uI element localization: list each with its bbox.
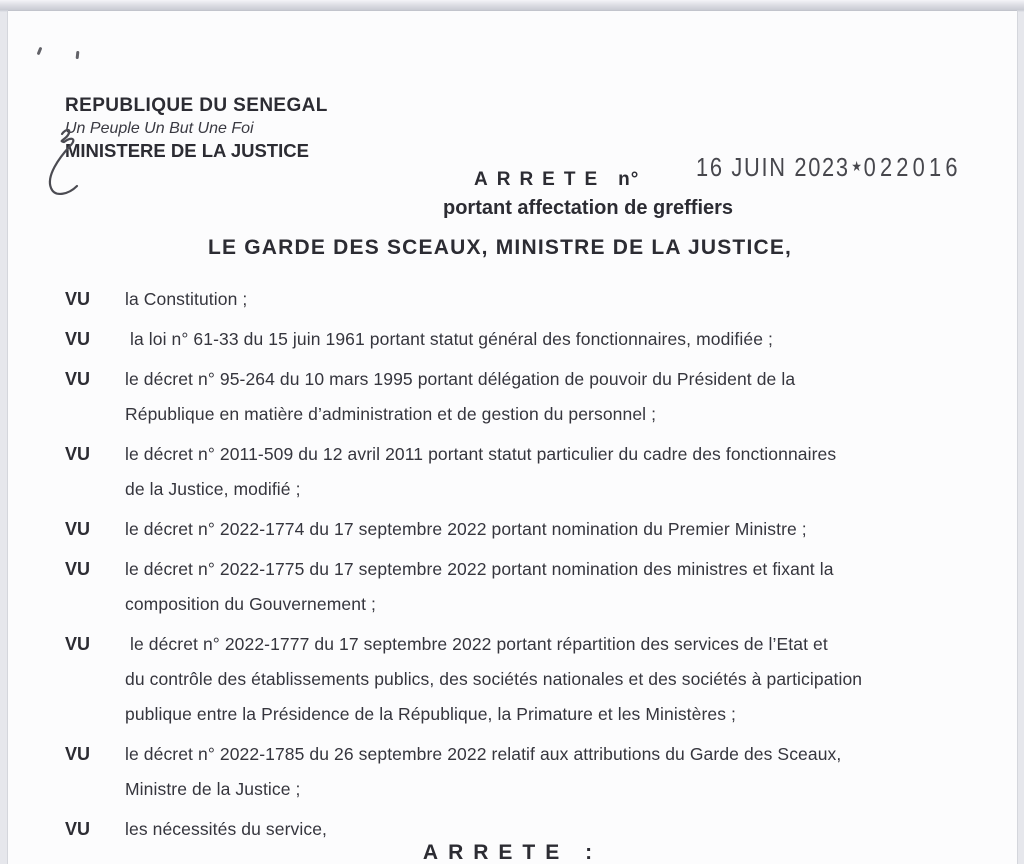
stamp-number: 022016 bbox=[863, 152, 962, 182]
vu-entry bbox=[65, 282, 951, 317]
vu-entry bbox=[65, 627, 951, 732]
vu-entry bbox=[65, 552, 951, 622]
stamp-star-icon: ★ bbox=[851, 158, 862, 174]
vu-text-line: République en matière d’administration et de gestion du personnel ; bbox=[125, 404, 657, 424]
vu-list bbox=[65, 282, 951, 852]
vu-text-line: publique entre la Présidence de la République, la Primature et les Ministères ; bbox=[125, 704, 737, 724]
vu-text-line: le décret n° 2011-509 du 12 avril 2011 portant statut particulier du cadre des fonctionnaires bbox=[125, 444, 837, 464]
vu-text-line: le décret n° 2022-1774 du 17 septembre 2022 portant nomination du Premier Ministre ; bbox=[125, 519, 807, 539]
vu-text-line: du contrôle des établissements publics, des sociétés nationales et des sociétés à participation bbox=[125, 669, 863, 689]
vu-label: VU bbox=[65, 369, 91, 389]
handwritten-paraphe-icon bbox=[42, 127, 90, 203]
vu-label: VU bbox=[65, 819, 91, 839]
arrete-title: ARRETE bbox=[474, 169, 607, 190]
vu-lines bbox=[125, 322, 951, 357]
stamp-date: 16 JUIN 2023 bbox=[696, 152, 850, 182]
issuing-authority: LE GARDE DES SCEAUX, MINISTRE DE LA JUSTICE, bbox=[208, 236, 793, 259]
vu-text-line: la Constitution ; bbox=[125, 289, 248, 309]
vu-entry bbox=[65, 322, 951, 357]
vu-label: VU bbox=[65, 289, 91, 309]
vu-label: VU bbox=[65, 519, 91, 539]
vu-text-line: la loi n° 61-33 du 15 juin 1961 portant statut général des fonctionnaires, modifiée ; bbox=[125, 329, 773, 349]
vu-label: VU bbox=[65, 559, 91, 579]
vu-label: VU bbox=[65, 634, 91, 654]
vu-text-line: les nécessités du service, bbox=[125, 819, 327, 839]
letterhead bbox=[65, 95, 328, 162]
vu-label: VU bbox=[65, 329, 91, 349]
national-motto: Un Peuple Un But Une Foi bbox=[65, 120, 254, 137]
arrete-number-line bbox=[474, 169, 639, 191]
vu-entry bbox=[65, 512, 951, 547]
closing-arrete: ARRETE : bbox=[422, 841, 603, 864]
vu-text-line: le décret n° 2022-1777 du 17 septembre 2022 portant répartition des services de l’Etat et bbox=[125, 634, 828, 654]
vu-lines bbox=[125, 512, 951, 547]
country-name: REPUBLIQUE DU SENEGAL bbox=[65, 95, 328, 116]
vu-lines bbox=[125, 627, 951, 732]
arrete-number-label: n° bbox=[618, 169, 640, 190]
vu-lines bbox=[125, 362, 951, 432]
vu-entry bbox=[65, 737, 951, 807]
pen-mark-icon bbox=[76, 51, 80, 59]
vu-lines bbox=[125, 552, 951, 622]
vu-text-line: Ministre de la Justice ; bbox=[125, 779, 301, 799]
vu-entry bbox=[65, 437, 951, 507]
vu-label: VU bbox=[65, 444, 91, 464]
ministry-name: MINISTERE DE LA JUSTICE bbox=[65, 140, 309, 161]
vu-text-line: le décret n° 95-264 du 10 mars 1995 portant délégation de pouvoir du Président de la bbox=[125, 369, 796, 389]
vu-text-line: de la Justice, modifié ; bbox=[125, 479, 301, 499]
pen-mark-icon bbox=[37, 47, 43, 56]
vu-text-line: le décret n° 2022-1785 du 26 septembre 2022 relatif aux attributions du Garde des Sceaux, bbox=[125, 744, 842, 764]
vu-lines bbox=[125, 282, 951, 317]
document-page bbox=[8, 11, 1017, 864]
vu-label: VU bbox=[65, 744, 91, 764]
decree-subject: portant affectation de greffiers bbox=[443, 197, 734, 219]
vu-text-line: le décret n° 2022-1775 du 17 septembre 2022 portant nomination des ministres et fixant la bbox=[125, 559, 834, 579]
date-stamp bbox=[696, 152, 962, 183]
vu-lines bbox=[125, 737, 951, 807]
vu-text-line: composition du Gouvernement ; bbox=[125, 594, 376, 614]
vu-entry bbox=[65, 362, 951, 432]
vu-lines bbox=[125, 437, 951, 507]
